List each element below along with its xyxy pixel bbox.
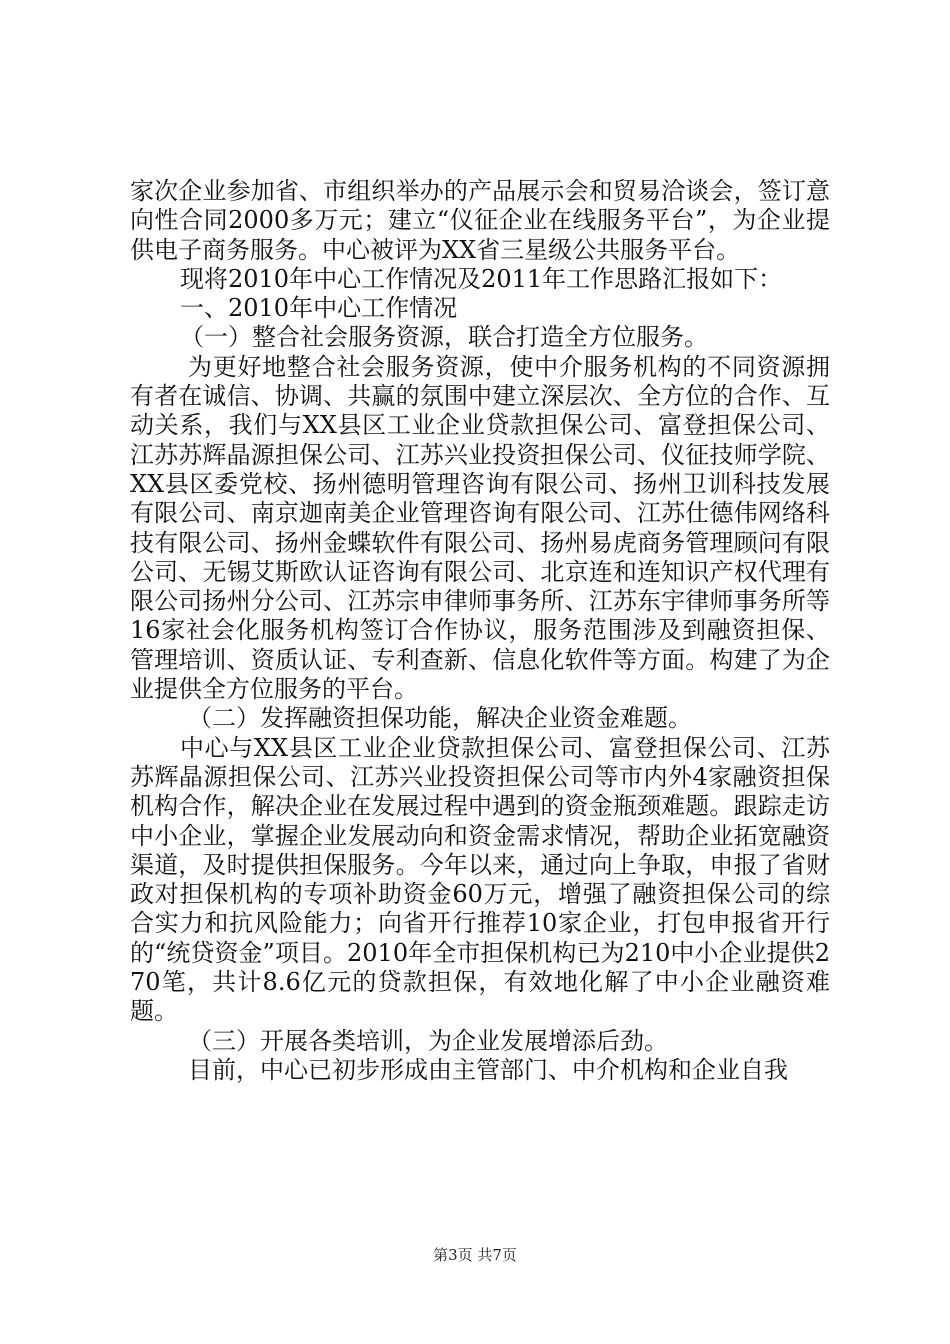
subsection-heading-1: （一）整合社会服务资源，联合打造全方位服务。 bbox=[180, 323, 708, 352]
subsection-heading-2: （二）发挥融资担保功能，解决企业资金难题。 bbox=[188, 704, 692, 733]
document-body bbox=[130, 177, 830, 1085]
section-heading-1: 一、2010年中心工作情况 bbox=[180, 294, 458, 323]
paragraph-continuation: 家次企业参加省、市组织举办的产品展示会和贸易洽谈会，签订意向性合同2000多万元；建立“仪征企业在线服务平台”，为企业提供电子商务服务。中心被评为XX省三星级公共服务平台。 bbox=[130, 177, 830, 264]
paragraph-service-resources: 为更好地整合社会服务资源，使中介服务机构的不同资源拥有者在诚信、协调、共赢的氛围中建立深层次、全方位的合作、互动关系，我们与XX县区工业企业贷款担保公司、富登担保公司、江苏苏辉晶源担保公司、江苏兴业投资担保公司、仪征技师学院、XX县区委党校、扬州德明管理咨询有限公司、扬州卫训科技发展有限公司、南京迦南美企业管理咨询有限公司、江苏仕德伟网络科技有限公司、扬州金蝶软件有限公司、扬州易虎商务管理顾问有限公司、无锡艾斯欧认证咨询有限公司、北京连和连知识产权代理有限公司扬州分公司、江苏宗申律师事务所、江苏东宇律师事务所等16家社会化服务机构签订合作协议，服务范围涉及到融资担保、管理培训、资质认证、专利查新、信息化软件等方面。构建了为企业提供全方位服务的平台。 bbox=[130, 352, 830, 704]
paragraph-intro: 现将2010年中心工作情况及2011年工作思路汇报如下： bbox=[180, 264, 783, 293]
paragraph-training: 目前，中心已初步形成由主管部门、中介机构和企业自我 bbox=[188, 1055, 788, 1084]
page-footer: 第3页 共7页 bbox=[433, 1246, 517, 1264]
paragraph-financing: 中心与XX县区工业企业贷款担保公司、富登担保公司、江苏苏辉晶源担保公司、江苏兴业投资担保公司等市内外4家融资担保机构合作，解决企业在发展过程中遇到的资金瓶颈难题。跟踪走访中小企业，掌握企业发展动向和资金需求情况，帮助企业拓宽融资渠道，及时提供担保服务。今年以来，通过向上争取，申报了省财政对担保机构的专项补助资金60万元，增强了融资担保公司的综合实力和抗风险能力；向省开行推荐10家企业，打包申报省开行的“统贷资金”项目。2010年全市担保机构已为210中小企业提供270笔，共计8.6亿元的贷款担保，有效地化解了中小企业融资难题。 bbox=[130, 733, 830, 1026]
subsection-heading-3: （三）开展各类培训，为企业发展增添后劲。 bbox=[188, 1026, 668, 1055]
